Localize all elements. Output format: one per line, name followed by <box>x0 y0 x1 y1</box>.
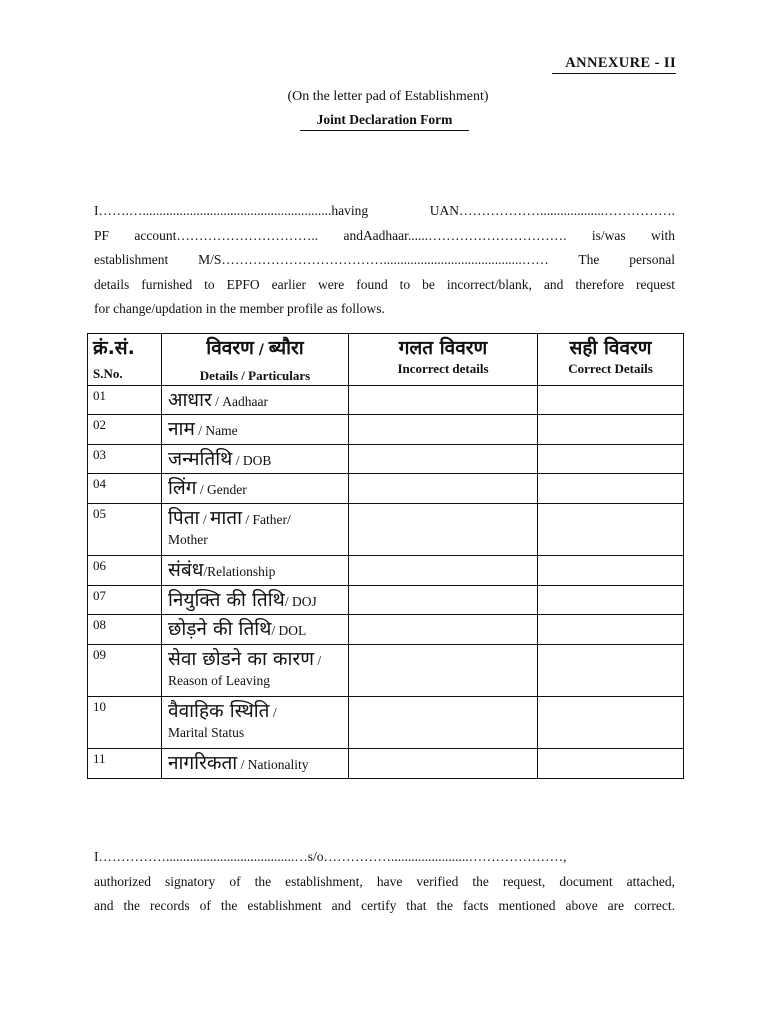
row-sno: 07 <box>88 586 162 615</box>
correct-details-cell[interactable] <box>538 749 684 779</box>
row-particular <box>162 445 349 474</box>
particular-english: /Relationship <box>203 564 276 579</box>
table-row <box>88 386 684 415</box>
correct-details-cell[interactable] <box>538 697 684 749</box>
particular-hindi: छोड़ने की तिथि <box>168 618 272 640</box>
particular-english: / <box>313 653 322 668</box>
table-row <box>88 697 684 749</box>
row-sno: 04 <box>88 474 162 504</box>
incorrect-details-cell[interactable] <box>349 445 538 474</box>
correct-details-cell[interactable] <box>538 645 684 697</box>
particular-english: / <box>269 705 277 720</box>
form-title: Joint Declaration Form <box>300 112 469 131</box>
row-sno: 03 <box>88 445 162 474</box>
particular-english-line2: Mother <box>168 532 208 547</box>
particular-hindi: नागरिकता <box>168 752 238 774</box>
table-row <box>88 615 684 645</box>
row-particular <box>162 386 349 415</box>
row-sno: 01 <box>88 386 162 415</box>
incorrect-details-cell[interactable] <box>349 504 538 556</box>
correct-details-cell[interactable] <box>538 556 684 586</box>
particular-english-line2: Marital Status <box>168 725 245 740</box>
certification-paragraph <box>94 845 675 919</box>
particular-hindi: संबंध <box>168 559 204 581</box>
table-row <box>88 556 684 586</box>
row-particular <box>162 474 349 504</box>
table-row <box>88 645 684 697</box>
intro-line: for change/updation in the member profile as follows. <box>94 301 385 317</box>
intro-paragraph <box>94 199 675 322</box>
particular-hindi: वैवाहिक स्थिति <box>168 700 270 722</box>
header-details-hindi-2: ब्यौरा <box>268 337 304 359</box>
incorrect-details-cell[interactable] <box>349 615 538 645</box>
header-incorrect <box>349 334 538 386</box>
row-particular <box>162 556 349 586</box>
row-sno: 06 <box>88 556 162 586</box>
row-sno: 05 <box>88 504 162 556</box>
table-row <box>88 749 684 779</box>
correct-details-cell[interactable] <box>538 586 684 615</box>
incorrect-details-cell[interactable] <box>349 474 538 504</box>
particular-hindi: नाम <box>168 418 195 440</box>
table-row <box>88 445 684 474</box>
table-row <box>88 504 684 556</box>
particular-english-line2: Reason of Leaving <box>168 673 270 688</box>
row-sno: 11 <box>88 749 162 779</box>
certification-line: I……………......................................…s/o…………….......................…………………, <box>94 849 567 864</box>
header-details-sep: / <box>253 342 269 358</box>
particular-english: / Nationality <box>237 757 309 772</box>
particular-separator: / <box>199 512 210 527</box>
incorrect-details-cell[interactable] <box>349 749 538 779</box>
header-details-english: Details / Particulars <box>199 368 311 383</box>
particular-hindi: लिंग <box>168 477 197 499</box>
incorrect-details-cell[interactable] <box>349 586 538 615</box>
correct-details-cell[interactable] <box>538 445 684 474</box>
certification-line: and the records of the establishment and certify that the facts mentioned above are correct. <box>94 898 675 914</box>
incorrect-details-cell[interactable] <box>349 386 538 415</box>
header-details <box>162 334 349 386</box>
intro-line: establishment M/S……………………………….........................................…… The personal <box>94 252 675 268</box>
details-table <box>87 333 684 779</box>
row-particular <box>162 586 349 615</box>
incorrect-details-cell[interactable] <box>349 415 538 445</box>
particular-english: / DOJ <box>284 594 317 609</box>
letter-pad-note: (On the letter pad of Establishment) <box>287 89 489 104</box>
correct-details-cell[interactable] <box>538 474 684 504</box>
table-row <box>88 474 684 504</box>
row-particular <box>162 504 349 556</box>
particular-hindi-2: माता <box>209 507 243 529</box>
row-particular <box>162 415 349 445</box>
correct-details-cell[interactable] <box>538 615 684 645</box>
correct-details-cell[interactable] <box>538 386 684 415</box>
row-sno: 02 <box>88 415 162 445</box>
header-incorrect-hindi: गलत विवरण <box>398 337 488 359</box>
incorrect-details-cell[interactable] <box>349 556 538 586</box>
row-sno: 08 <box>88 615 162 645</box>
table-row <box>88 586 684 615</box>
header-sno <box>88 334 162 386</box>
intro-line: details furnished to EPFO earlier were found to be incorrect/blank, and therefore request <box>94 276 675 292</box>
header-correct <box>538 334 684 386</box>
header-incorrect-english: Incorrect details <box>397 361 489 376</box>
row-sno: 10 <box>88 697 162 749</box>
header-details-hindi-1: विवरण <box>206 337 254 359</box>
table-header-row <box>88 334 684 386</box>
particular-english: / Father/ <box>242 512 291 527</box>
incorrect-details-cell[interactable] <box>349 697 538 749</box>
intro-line: I…….…........................................................having UAN………………...................……………. <box>94 203 675 218</box>
particular-english: / Gender <box>196 482 247 497</box>
header-sno-english: S.No. <box>93 366 123 381</box>
particular-hindi: जन्मतिथि <box>168 448 233 470</box>
particular-english: / DOL <box>271 623 307 638</box>
row-particular <box>162 615 349 645</box>
header-details-hindi <box>162 336 348 362</box>
row-sno: 09 <box>88 645 162 697</box>
header-sno-hindi: क्रं.सं. <box>93 337 135 359</box>
certification-line: authorized signatory of the establishment, have verified the request, document attached, <box>94 873 675 889</box>
particular-hindi: सेवा छोडने का कारण <box>168 648 314 670</box>
row-particular <box>162 749 349 779</box>
intro-line: PF account………………………….. andAadhaar......…………………………. is/was with <box>94 227 675 243</box>
row-particular <box>162 645 349 697</box>
correct-details-cell[interactable] <box>538 415 684 445</box>
particular-english: / DOB <box>232 453 272 468</box>
particular-english: / Name <box>194 423 238 438</box>
particular-hindi: नियुक्ति की तिथि <box>168 589 285 611</box>
header-correct-english: Correct Details <box>568 361 653 376</box>
header-correct-hindi: सही विवरण <box>569 337 652 359</box>
incorrect-details-cell[interactable] <box>349 645 538 697</box>
correct-details-cell[interactable] <box>538 504 684 556</box>
particular-hindi: आधार <box>168 389 212 411</box>
particular-english: / Aadhaar <box>211 394 269 409</box>
table-row <box>88 415 684 445</box>
annexure-label: ANNEXURE - II <box>552 55 676 74</box>
row-particular <box>162 697 349 749</box>
particular-hindi: पिता <box>168 507 200 529</box>
